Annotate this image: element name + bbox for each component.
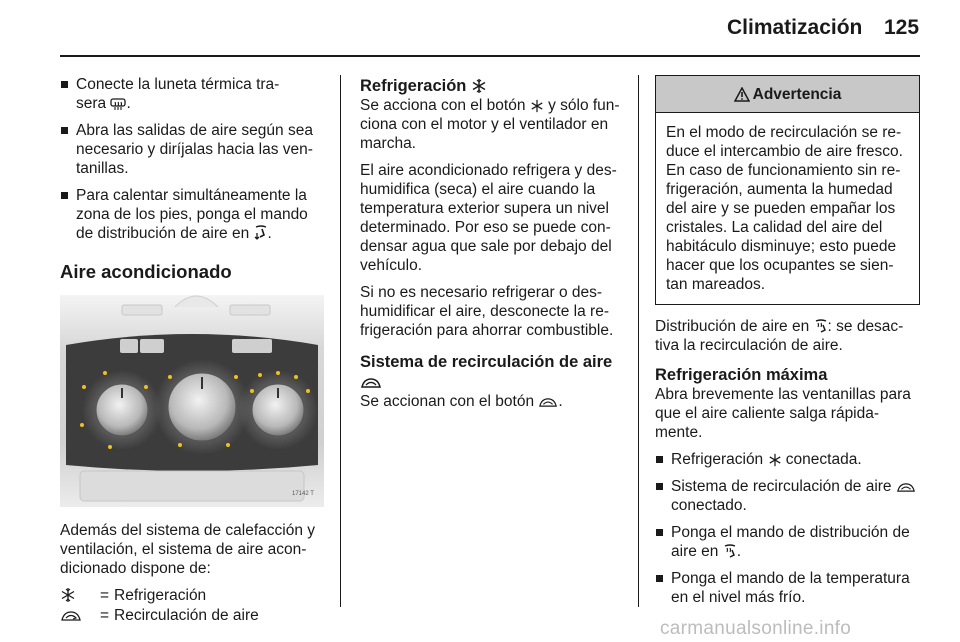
bullet-text: Para calentar simultáneamente la zona de los pies, ponga el mando de distribución de aire en <box>76 187 308 242</box>
warning-title: Advertencia <box>752 85 842 103</box>
snowflake-icon <box>768 453 782 467</box>
windscreen-defrost-icon <box>723 544 737 559</box>
snowflake-icon <box>60 587 76 603</box>
paragraph: Si no es necesario refrigerar o des-humidificar el aire, desconecte la re-frigeración para ahorrar combustible. <box>360 284 614 339</box>
column-divider-2 <box>638 75 639 607</box>
equals-sign: = <box>100 607 110 624</box>
bullet-square <box>656 483 663 490</box>
list-item <box>60 121 325 178</box>
paragraph: El aire acondicionado refrigera y des-humidifica (seca) el aire cuando la temperatura exterior supera un nivel determinado. Por eso se puede con-densar agua que sale por debajo del vehículo. <box>360 162 617 274</box>
recirculation-icon <box>60 609 82 623</box>
column-left <box>60 75 325 626</box>
section-heading: Refrigeración máxima <box>655 366 828 384</box>
header-rule <box>60 55 920 57</box>
column-right <box>655 75 920 615</box>
warning-header <box>656 76 919 113</box>
list-item: Sistema de recirculación de aire conectado. <box>655 477 920 515</box>
image-code: 17142 T <box>292 491 314 497</box>
warning-box <box>655 75 920 305</box>
recirculation-icon <box>360 376 382 390</box>
list-item: Ponga el mando de distribución de aire en . <box>655 523 920 561</box>
bullet-square <box>61 192 68 199</box>
paragraph: Distribución de aire en : se desac-tiva la recirculación de aire. <box>655 318 904 354</box>
paragraph: Se accionan con el botón . <box>360 393 563 410</box>
bullet-square <box>656 575 663 582</box>
paragraph: Abra brevemente las ventanillas para que el aire caliente salga rápida-mente. <box>655 386 911 441</box>
rear-defrost-icon <box>110 97 126 111</box>
warning-icon <box>734 87 750 102</box>
paragraph: Se acciona con el botón y sólo fun-ciona con el motor y el ventilador en marcha. <box>360 97 620 152</box>
bullet-square <box>61 127 68 134</box>
list-item <box>60 186 325 243</box>
bullet-text: . <box>267 225 272 242</box>
equals-sign: = <box>100 587 110 604</box>
column-divider-1 <box>340 75 341 607</box>
section-heading: Refrigeración <box>360 76 625 96</box>
warning-text: En el modo de recirculación se re-duce el intercambio de aire fresco. En caso de funcionamiento sin re-frigeración, aumenta la humedad del aire y se pueden empañar los cristales. La calidad del aire del habitáculo disminuye; esto puede hacer que los ocupantes se sien-tan mareados. <box>666 124 903 293</box>
snowflake-icon <box>530 99 544 113</box>
bullet-text: Abra las salidas de aire según sea necesario y diríjalas hacia las ven-tanillas. <box>76 122 313 177</box>
page-number: 125 <box>884 16 920 39</box>
list-item <box>60 75 325 113</box>
definition-row <box>60 586 325 605</box>
bullet-square <box>656 456 663 463</box>
bullet-square <box>61 81 68 88</box>
bullet-text: . <box>126 95 131 112</box>
definition-row <box>60 606 325 625</box>
page-title: Climatización <box>727 16 863 39</box>
feet-windscreen-icon <box>254 225 268 241</box>
list-item: Ponga el mando de la temperatura en el nivel más frío. <box>655 569 920 607</box>
recirculation-icon <box>538 396 558 409</box>
caption: Además del sistema de calefacción y ventilación, el sistema de aire acon-dicionado dispone de: <box>60 522 316 577</box>
bullet-square <box>656 529 663 536</box>
windscreen-defrost-icon <box>814 319 828 334</box>
definition-text: Recirculación de aire <box>114 607 259 624</box>
recirculation-icon <box>896 481 916 494</box>
bullet-text: sera <box>76 95 111 112</box>
section-heading: Sistema de recirculación de aire <box>360 352 625 392</box>
definition-text: Refrigeración <box>114 587 207 604</box>
snowflake-icon <box>471 78 487 94</box>
column-middle <box>360 75 625 419</box>
bullet-text: Conecte la luneta térmica tra- <box>76 76 280 93</box>
list-item: Refrigeración conectada. <box>655 450 920 469</box>
climate-control-panel-image <box>60 295 324 507</box>
section-heading: Aire acondicionado <box>60 261 232 282</box>
watermark: carmanualsonline.info <box>660 618 852 639</box>
